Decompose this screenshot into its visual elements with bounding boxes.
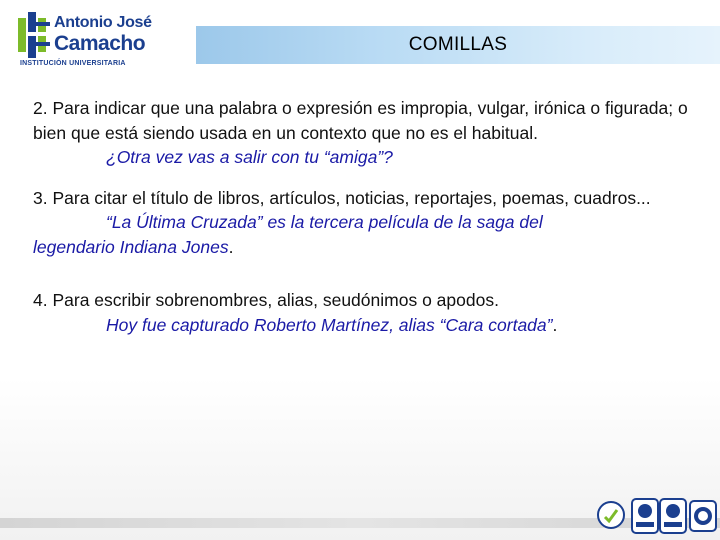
rule-item-4: 4. Para escribir sobrenombres, alias, seudónimos o apodos. (33, 290, 499, 310)
example-item-3 (33, 210, 693, 259)
example-item-4-end: . (552, 314, 558, 335)
logo-name-line2: Camacho (54, 32, 146, 55)
university-logo (18, 8, 178, 68)
certification-seal-icon (658, 497, 688, 535)
example-item-3-part1: “La Última Cruzada” es la tercera película de la saga del (106, 212, 543, 232)
example-item-3-end: . (228, 236, 234, 257)
certification-seal-icon (688, 497, 718, 535)
title-bar (196, 26, 720, 64)
logo-name-line1: Antonio José (54, 14, 152, 31)
certification-seal-icon (630, 497, 660, 535)
slide-title: COMILLAS (408, 34, 508, 55)
slide-content (33, 96, 693, 337)
example-item-2: ¿Otra vez vas a salir con tu “amiga”? (106, 147, 393, 167)
rule-item-2: 2. Para indicar que una palabra o expresión es impropia, vulgar, irónica o figurada; o bien que está siendo usada en un contexto que no es el habitual. (33, 98, 688, 143)
logo-subtitle: INSTITUCIÓN UNIVERSITARIA (20, 60, 126, 67)
example-item-3-part2: legendario Indiana Jones (33, 236, 229, 257)
rule-item-3: 3. Para citar el título de libros, artículos, noticias, reportajes, poemas, cuadros... (33, 187, 651, 208)
certification-seal-icon (596, 497, 626, 535)
example-item-4 (33, 313, 693, 338)
example-item-4-text: Hoy fue capturado Roberto Martínez, alias “Cara cortada” (106, 314, 553, 335)
university-logo-icon (18, 12, 50, 58)
